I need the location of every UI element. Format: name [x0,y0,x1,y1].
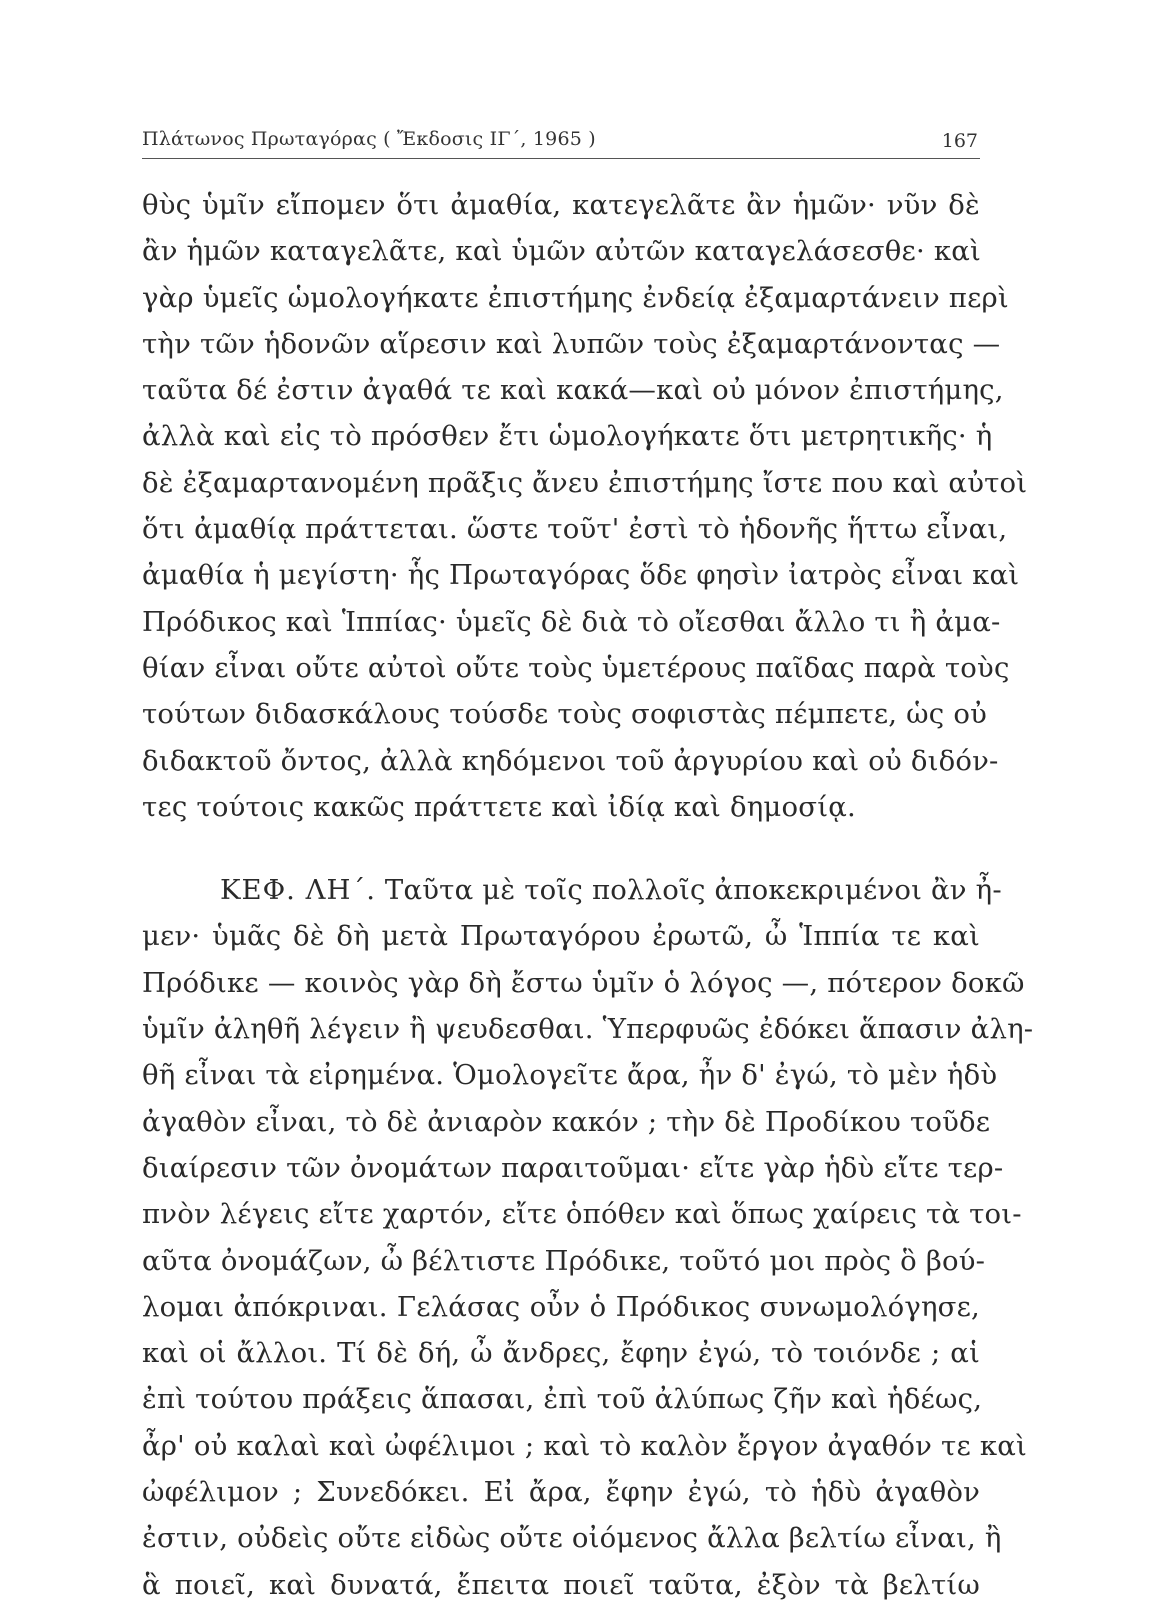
chapter-opening-text: Ταῦτα μὲ τοῖς πολλοῖς ἀποκεκριμένοι ἂν ἦ- [375,874,1002,907]
text-line: τὴν τῶν ἡδονῶν αἵρεσιν καὶ λυπῶν τοὺς ἐξαμαρτάνοντας — [142,327,1001,360]
text-line: θῆ εἶναι τὰ εἰρημένα. Ὁμολογεῖτε ἄρα, ἦν δ' ἐγώ, τὸ μὲν ἡδὺ [142,1059,998,1092]
running-head [142,122,980,159]
text-line: ἀλλὰ καὶ εἰς τὸ πρόσθεν ἔτι ὡμολογήκατε ὅτι μετρητικῆς· ἡ [142,420,993,453]
text-line: γὰρ ὑμεῖς ὡμολογήκατε ἐπιστήμης ἐνδείᾳ ἐξαμαρτάνειν περὶ [142,281,1009,314]
text-line: ἂν ἡμῶν καταγελᾶτε, καὶ ὑμῶν αὐτῶν καταγελάσεσθε· καὶ [142,235,982,268]
text-line: ὅτι ἀμαθίᾳ πράττεται. ὥστε τοῦτ' ἐστὶ τὸ ἡδονῆς ἥττω εἶναι, [142,513,1008,546]
text-line: τούτων διδασκάλους τούσδε τοὺς σοφιστὰς πέμπετε, ὡς οὐ [142,698,988,731]
paragraph-gap [142,830,980,867]
text-line: ταῦτα δέ ἐστιν ἀγαθά τε καὶ κακά—καὶ οὐ μόνον ἐπιστήμης, [142,374,1004,407]
text-line: μεν· ὑμᾶς δὲ δὴ μετὰ Πρωταγόρου ἐρωτῶ, ὦ Ἱππία τε καὶ [142,920,980,953]
page-number: 167 [941,130,978,152]
text-line: τες τούτοις κακῶς πράττετε καὶ ἰδίᾳ καὶ δημοσίᾳ. [142,790,856,823]
text-line: ἃ ποιεῖ, καὶ δυνατά, ἔπειτα ποιεῖ ταῦτα, ἐξὸν τὰ βελτίω [142,1568,980,1601]
text-line: διδακτοῦ ὄντος, ἀλλὰ κηδόμενοι τοῦ ἀργυρίου καὶ οὐ διδόν- [142,744,999,777]
text-line: λομαι ἀπόκριναι. Γελάσας οὖν ὁ Πρόδικος συνωμολόγησε, [142,1290,980,1323]
running-head-title: Πλάτωνος Πρωταγόρας ( Ἔκδοσις ΙΓ΄, 1965 ) [142,128,596,150]
text-line: Πρόδικος καὶ Ἱππίας· ὑμεῖς δὲ διὰ τὸ οἴεσθαι ἄλλο τι ἢ ἀμα- [142,605,1001,638]
text-line: ὠφέλιμον ; Συνεδόκει. Εἰ ἄρα, ἔφην ἐγώ, τὸ ἡδὺ ἀγαθὸν [142,1476,980,1509]
text-line: ἀμαθία ἡ μεγίστη· ἧς Πρωταγόρας ὅδε φησὶν ἰατρὸς εἶναι καὶ [142,559,1020,592]
text-line: ἐστιν, οὐδεὶς οὔτε εἰδὼς οὔτε οἰόμενος ἄλλα βελτίω εἶναι, ἢ [142,1522,1002,1555]
text-line: ὑμῖν ἀληθῆ λέγειν ἢ ψευδεσθαι. Ὑπερφυῶς ἐδόκει ἅπασιν ἀλη- [142,1013,1034,1046]
text-line: ἐπὶ τούτου πράξεις ἅπασαι, ἐπὶ τοῦ ἀλύπως ζῆν καὶ ἡδέως, [142,1383,983,1416]
text-line: καὶ οἱ ἄλλοι. Τί δὲ δή, ὦ ἄνδρες, ἔφην ἐγώ, τὸ τοιόνδε ; αἱ [142,1337,980,1370]
text-line: διαίρεσιν τῶν ὀνομάτων παραιτοῦμαι· εἴτε γὰρ ἡδὺ εἴτε τερ- [142,1151,1004,1184]
chapter-opening-line [142,867,1002,913]
chapter-heading: ΚΕΦ. ΛΗ΄. [220,874,376,907]
paragraph-1 [142,182,1028,830]
body-text [142,182,1034,1608]
text-line: ἆρ' οὐ καλαὶ καὶ ὠφέλιμοι ; καὶ τὸ καλὸν ἔργον ἀγαθόν τε καὶ [142,1429,1027,1462]
text-line: δὲ ἐξαμαρτανομένη πρᾶξις ἄνευ ἐπιστήμης ἴστε που καὶ αὐτοὶ [142,466,1028,499]
text-line: ἀγαθὸν εἶναι, τὸ δὲ ἀνιαρὸν κακόν ; τὴν δὲ Προδίκου τοῦδε [142,1105,991,1138]
text-line: Πρόδικε — κοινὸς γὰρ δὴ ἔστω ὑμῖν ὁ λόγος —, πότερον δοκῶ [142,966,1025,999]
text-line: αῦτα ὀνομάζων, ὦ βέλτιστε Πρόδικε, τοῦτό μοι πρὸς ὃ βού- [142,1244,986,1277]
text-line: πνὸν λέγεις εἴτε χαρτόν, εἴτε ὁπόθεν καὶ ὅπως χαίρεις τὰ τοι- [142,1198,1022,1231]
text-line: θὺς ὑμῖν εἴπομεν ὅτι ἀμαθία, κατεγελᾶτε ἂν ἡμῶν· νῦν δὲ [142,189,980,221]
paragraph-2 [142,867,1034,1608]
text-line: θίαν εἶναι οὔτε αὐτοὶ οὔτε τοὺς ὑμετέρους παῖδας παρὰ τοὺς [142,651,1010,684]
